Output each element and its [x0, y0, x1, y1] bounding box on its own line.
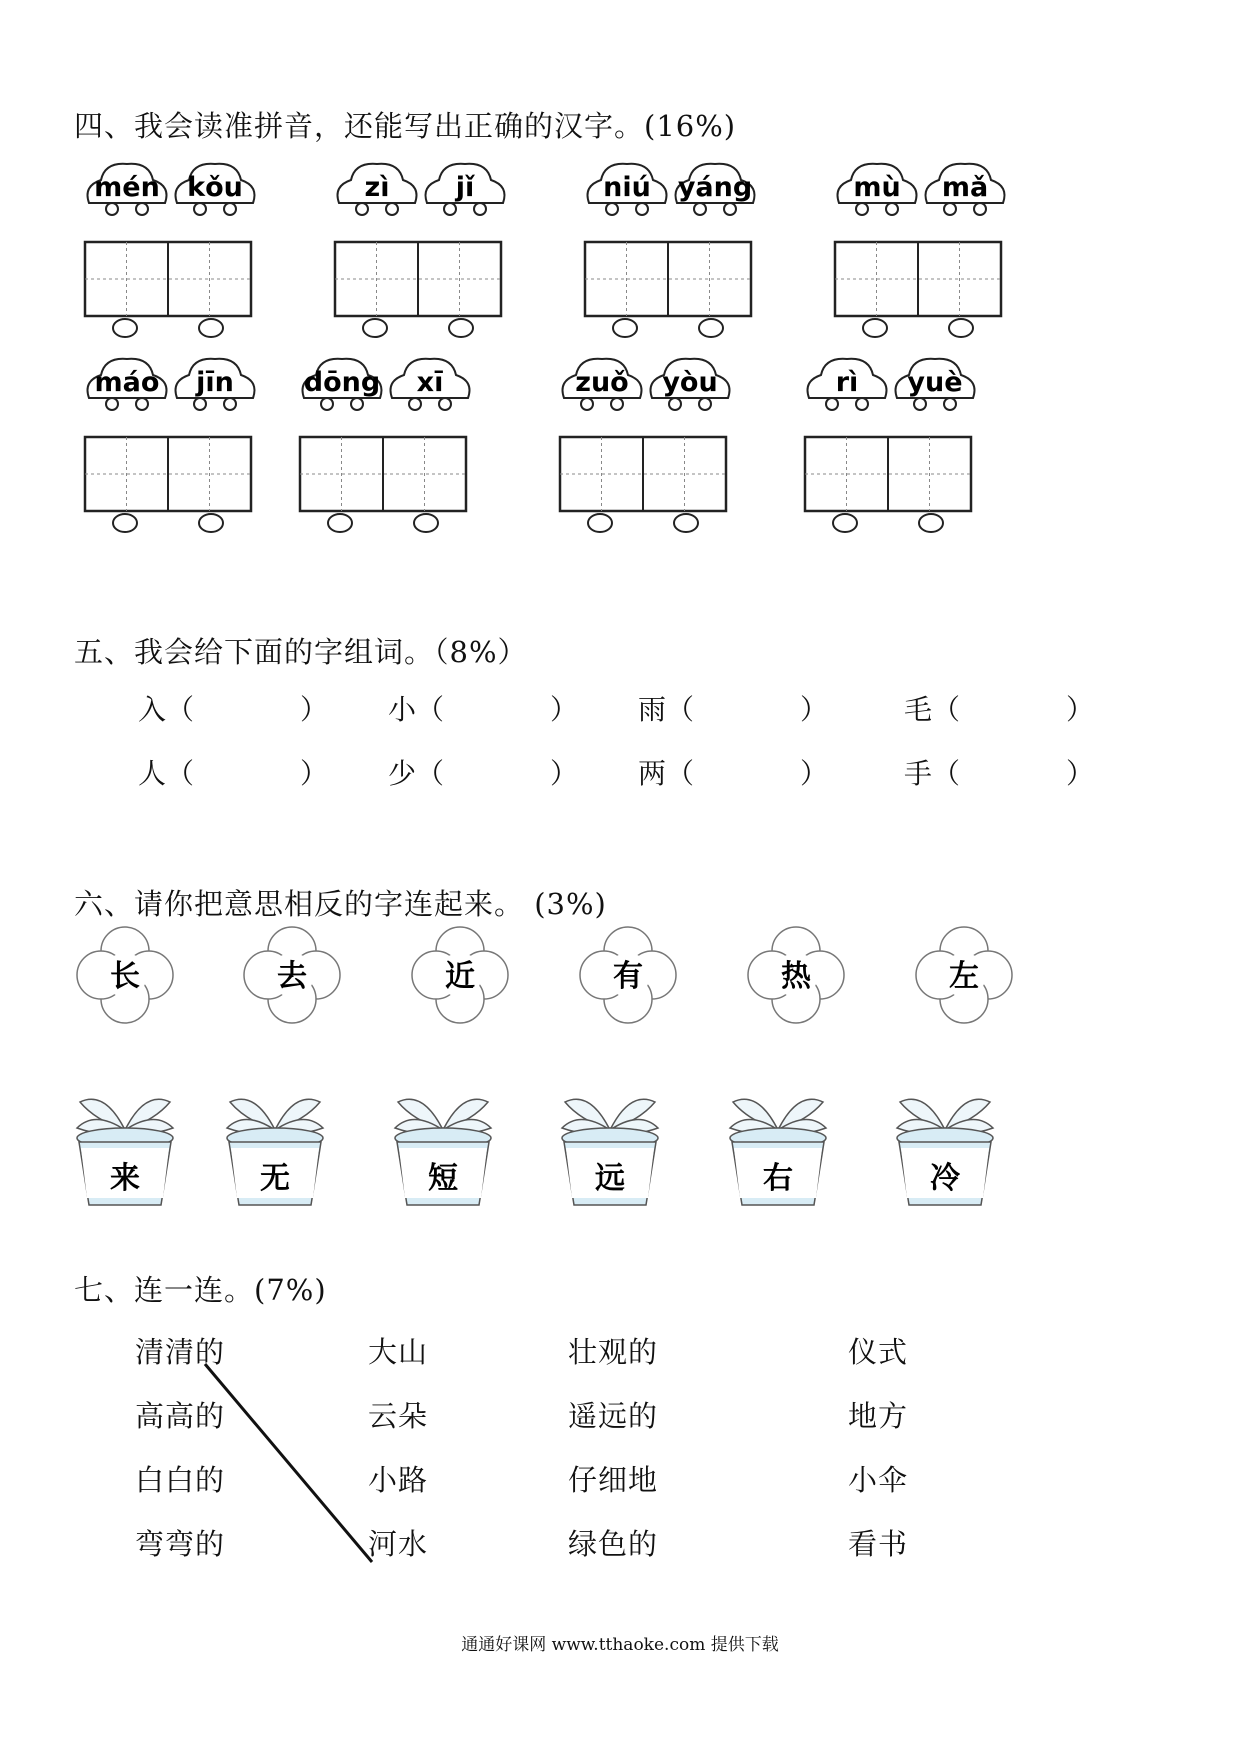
pinyin-cloud: [176, 164, 255, 215]
flower: [748, 927, 844, 1023]
cloud-wheel: [944, 203, 956, 215]
match-word-col4[interactable]: 小伞: [848, 1463, 909, 1497]
pinyin-train: [300, 359, 470, 532]
pinyin-label: kǒu: [187, 172, 243, 203]
flowerpot: [897, 1099, 993, 1205]
cloud-wheel: [699, 398, 711, 410]
pinyin-label: niú: [603, 172, 651, 203]
base-character: 小: [388, 693, 417, 726]
open-paren: （: [932, 757, 961, 790]
wagon-wheel: [449, 319, 473, 337]
match-word-col4[interactable]: 仪式: [848, 1335, 909, 1369]
flowerpot: [227, 1099, 323, 1205]
wagon-wheel: [113, 514, 137, 532]
pinyin-train: [85, 164, 255, 337]
cloud-wheel: [106, 203, 118, 215]
pinyin-label: mǎ: [941, 172, 989, 203]
flowerpot: [77, 1099, 173, 1205]
pinyin-cloud: [88, 164, 167, 215]
cloud-wheel: [386, 203, 398, 215]
open-paren: （: [666, 693, 695, 726]
base-character: 两: [638, 757, 667, 790]
cloud-wheel: [944, 398, 956, 410]
flower-character: 左: [949, 959, 979, 994]
open-paren: （: [932, 693, 961, 726]
wagon-wheel: [613, 319, 637, 337]
section-7-heading: 七、连一连。(7%): [74, 1273, 327, 1307]
pinyin-cloud: [588, 164, 667, 215]
pinyin-cloud: [838, 164, 917, 215]
pinyin-cloud: [926, 164, 1005, 215]
cloud-wheel: [724, 203, 736, 215]
pot-character: 冷: [930, 1161, 960, 1196]
section-5-heading: 五、我会给下面的字组词。（8%）: [74, 635, 528, 669]
match-word-col2[interactable]: 小路: [368, 1463, 429, 1497]
section-4-heading: 四、我会读准拼音，还能写出正确的汉字。(16%): [74, 109, 737, 143]
flower-character: 长: [110, 959, 140, 994]
open-paren: （: [416, 757, 445, 790]
cloud-wheel: [474, 203, 486, 215]
match-word-col2[interactable]: 河水: [368, 1527, 429, 1561]
cloud-wheel: [636, 203, 648, 215]
wagon-wheel: [113, 319, 137, 337]
base-character: 少: [388, 757, 417, 790]
flower: [77, 927, 173, 1023]
pinyin-cloud: [303, 359, 382, 410]
pinyin-label: zì: [364, 172, 390, 203]
flowerpot: [730, 1099, 826, 1205]
wagon-wheel: [863, 319, 887, 337]
flower-character: 去: [277, 959, 307, 994]
wagon-wheel: [949, 319, 973, 337]
answer-blank[interactable]: [698, 688, 798, 718]
cloud-wheel: [856, 398, 868, 410]
pinyin-label: dōng: [303, 367, 381, 398]
cloud-wheel: [136, 398, 148, 410]
pinyin-cloud: [426, 164, 505, 215]
footer-credit: 通通好课网 www.tthaoke.com 提供下载: [461, 1635, 779, 1655]
cloud-wheel: [694, 203, 706, 215]
wagon-wheel: [833, 514, 857, 532]
base-character: 雨: [638, 693, 667, 726]
cloud-wheel: [409, 398, 421, 410]
pinyin-label: jǐ: [455, 172, 475, 203]
flowerpot-row: [0, 1090, 1240, 1220]
pinyin-trains: [0, 150, 1240, 590]
pinyin-label: yuè: [907, 367, 963, 398]
example-connecting-line: [0, 1330, 1240, 1630]
base-character: 手: [904, 757, 933, 790]
close-paren: ）: [300, 693, 329, 726]
flower: [244, 927, 340, 1023]
pinyin-label: yòu: [662, 367, 718, 398]
pinyin-label: yáng: [677, 172, 753, 203]
flower-character: 热: [781, 959, 811, 994]
match-word-col1[interactable]: 弯弯的: [135, 1527, 226, 1561]
match-word-col1[interactable]: 清清的: [135, 1335, 226, 1369]
close-paren: ）: [1066, 693, 1095, 726]
wagon-wheel: [674, 514, 698, 532]
pinyin-label: mén: [94, 172, 160, 203]
pinyin-cloud: [563, 359, 642, 410]
wagon-wheel: [414, 514, 438, 532]
close-paren: ）: [800, 757, 829, 790]
answer-blank[interactable]: [964, 752, 1064, 782]
pinyin-label: xī: [416, 367, 444, 398]
wagon-wheel: [328, 514, 352, 532]
close-paren: ）: [550, 757, 579, 790]
pinyin-cloud: [176, 359, 255, 410]
match-word-col3[interactable]: 遥远的: [568, 1399, 659, 1433]
match-word-col4[interactable]: 看书: [848, 1527, 909, 1561]
cloud-wheel: [914, 398, 926, 410]
answer-blank[interactable]: [448, 752, 548, 782]
wagon-wheel: [363, 319, 387, 337]
answer-blank[interactable]: [698, 752, 798, 782]
open-paren: （: [416, 693, 445, 726]
pinyin-cloud: [338, 164, 417, 215]
pinyin-cloud: [88, 359, 167, 410]
cloud-wheel: [356, 203, 368, 215]
cloud-wheel: [136, 203, 148, 215]
match-word-col3[interactable]: 绿色的: [568, 1527, 659, 1561]
cloud-wheel: [669, 398, 681, 410]
pinyin-label: jīn: [196, 367, 234, 398]
flower-row: [0, 920, 1240, 1040]
answer-blank[interactable]: [964, 688, 1064, 718]
wagon-wheel: [199, 319, 223, 337]
flowerpot: [395, 1099, 491, 1205]
close-paren: ）: [1066, 757, 1095, 790]
cloud-wheel: [826, 398, 838, 410]
pinyin-train: [835, 164, 1005, 337]
cloud-wheel: [106, 398, 118, 410]
flower: [580, 927, 676, 1023]
wagon-wheel: [588, 514, 612, 532]
pot-character: 短: [428, 1161, 458, 1196]
open-paren: （: [166, 693, 195, 726]
match-word-col1[interactable]: 高高的: [135, 1399, 226, 1433]
flower-character: 有: [613, 959, 643, 994]
pinyin-train: [560, 359, 730, 532]
match-word-col3[interactable]: 仔细地: [568, 1463, 659, 1497]
flower-character: 近: [445, 959, 475, 994]
cloud-wheel: [974, 203, 986, 215]
pinyin-train: [585, 164, 755, 337]
cloud-wheel: [194, 398, 206, 410]
pinyin-train: [805, 359, 975, 532]
open-paren: （: [166, 757, 195, 790]
pinyin-cloud: [391, 359, 470, 410]
cloud-wheel: [321, 398, 333, 410]
base-character: 入: [138, 693, 167, 726]
match-word-col3[interactable]: 壮观的: [568, 1335, 659, 1369]
answer-blank[interactable]: [448, 688, 548, 718]
close-paren: ）: [800, 693, 829, 726]
pinyin-cloud: [651, 359, 730, 410]
cloud-wheel: [886, 203, 898, 215]
cloud-wheel: [856, 203, 868, 215]
section-6-heading: 六、请你把意思相反的字连起来。 (3%): [74, 887, 607, 921]
base-character: 毛: [904, 693, 933, 726]
close-paren: ）: [300, 757, 329, 790]
cloud-wheel: [194, 203, 206, 215]
close-paren: ）: [550, 693, 579, 726]
pot-character: 来: [110, 1161, 140, 1196]
match-word-col1[interactable]: 白白的: [135, 1463, 226, 1497]
pot-character: 右: [763, 1161, 793, 1196]
wagon-wheel: [699, 319, 723, 337]
pinyin-label: rì: [835, 367, 859, 398]
open-paren: （: [666, 757, 695, 790]
match-word-col2[interactable]: 大山: [368, 1335, 429, 1369]
cloud-wheel: [224, 203, 236, 215]
cloud-wheel: [439, 398, 451, 410]
answer-blank[interactable]: [198, 752, 298, 782]
base-character: 人: [138, 757, 167, 790]
pinyin-label: mù: [853, 172, 901, 203]
wagon-wheel: [919, 514, 943, 532]
cloud-wheel: [444, 203, 456, 215]
wagon-wheel: [199, 514, 223, 532]
flowerpot: [562, 1099, 658, 1205]
pinyin-cloud: [676, 164, 755, 215]
pinyin-label: zuǒ: [575, 367, 629, 398]
cloud-wheel: [224, 398, 236, 410]
pinyin-cloud: [808, 359, 887, 410]
flower: [412, 927, 508, 1023]
pinyin-label: máo: [94, 367, 160, 398]
cloud-wheel: [606, 203, 618, 215]
pinyin-train: [85, 359, 255, 532]
pot-character: 远: [595, 1161, 625, 1196]
pinyin-cloud: [896, 359, 975, 410]
pot-character: 无: [260, 1161, 290, 1196]
pinyin-train: [335, 164, 505, 337]
cloud-wheel: [581, 398, 593, 410]
cloud-wheel: [351, 398, 363, 410]
match-word-col4[interactable]: 地方: [848, 1399, 909, 1433]
flower: [916, 927, 1012, 1023]
cloud-wheel: [611, 398, 623, 410]
match-word-col2[interactable]: 云朵: [368, 1399, 429, 1433]
answer-blank[interactable]: [198, 688, 298, 718]
